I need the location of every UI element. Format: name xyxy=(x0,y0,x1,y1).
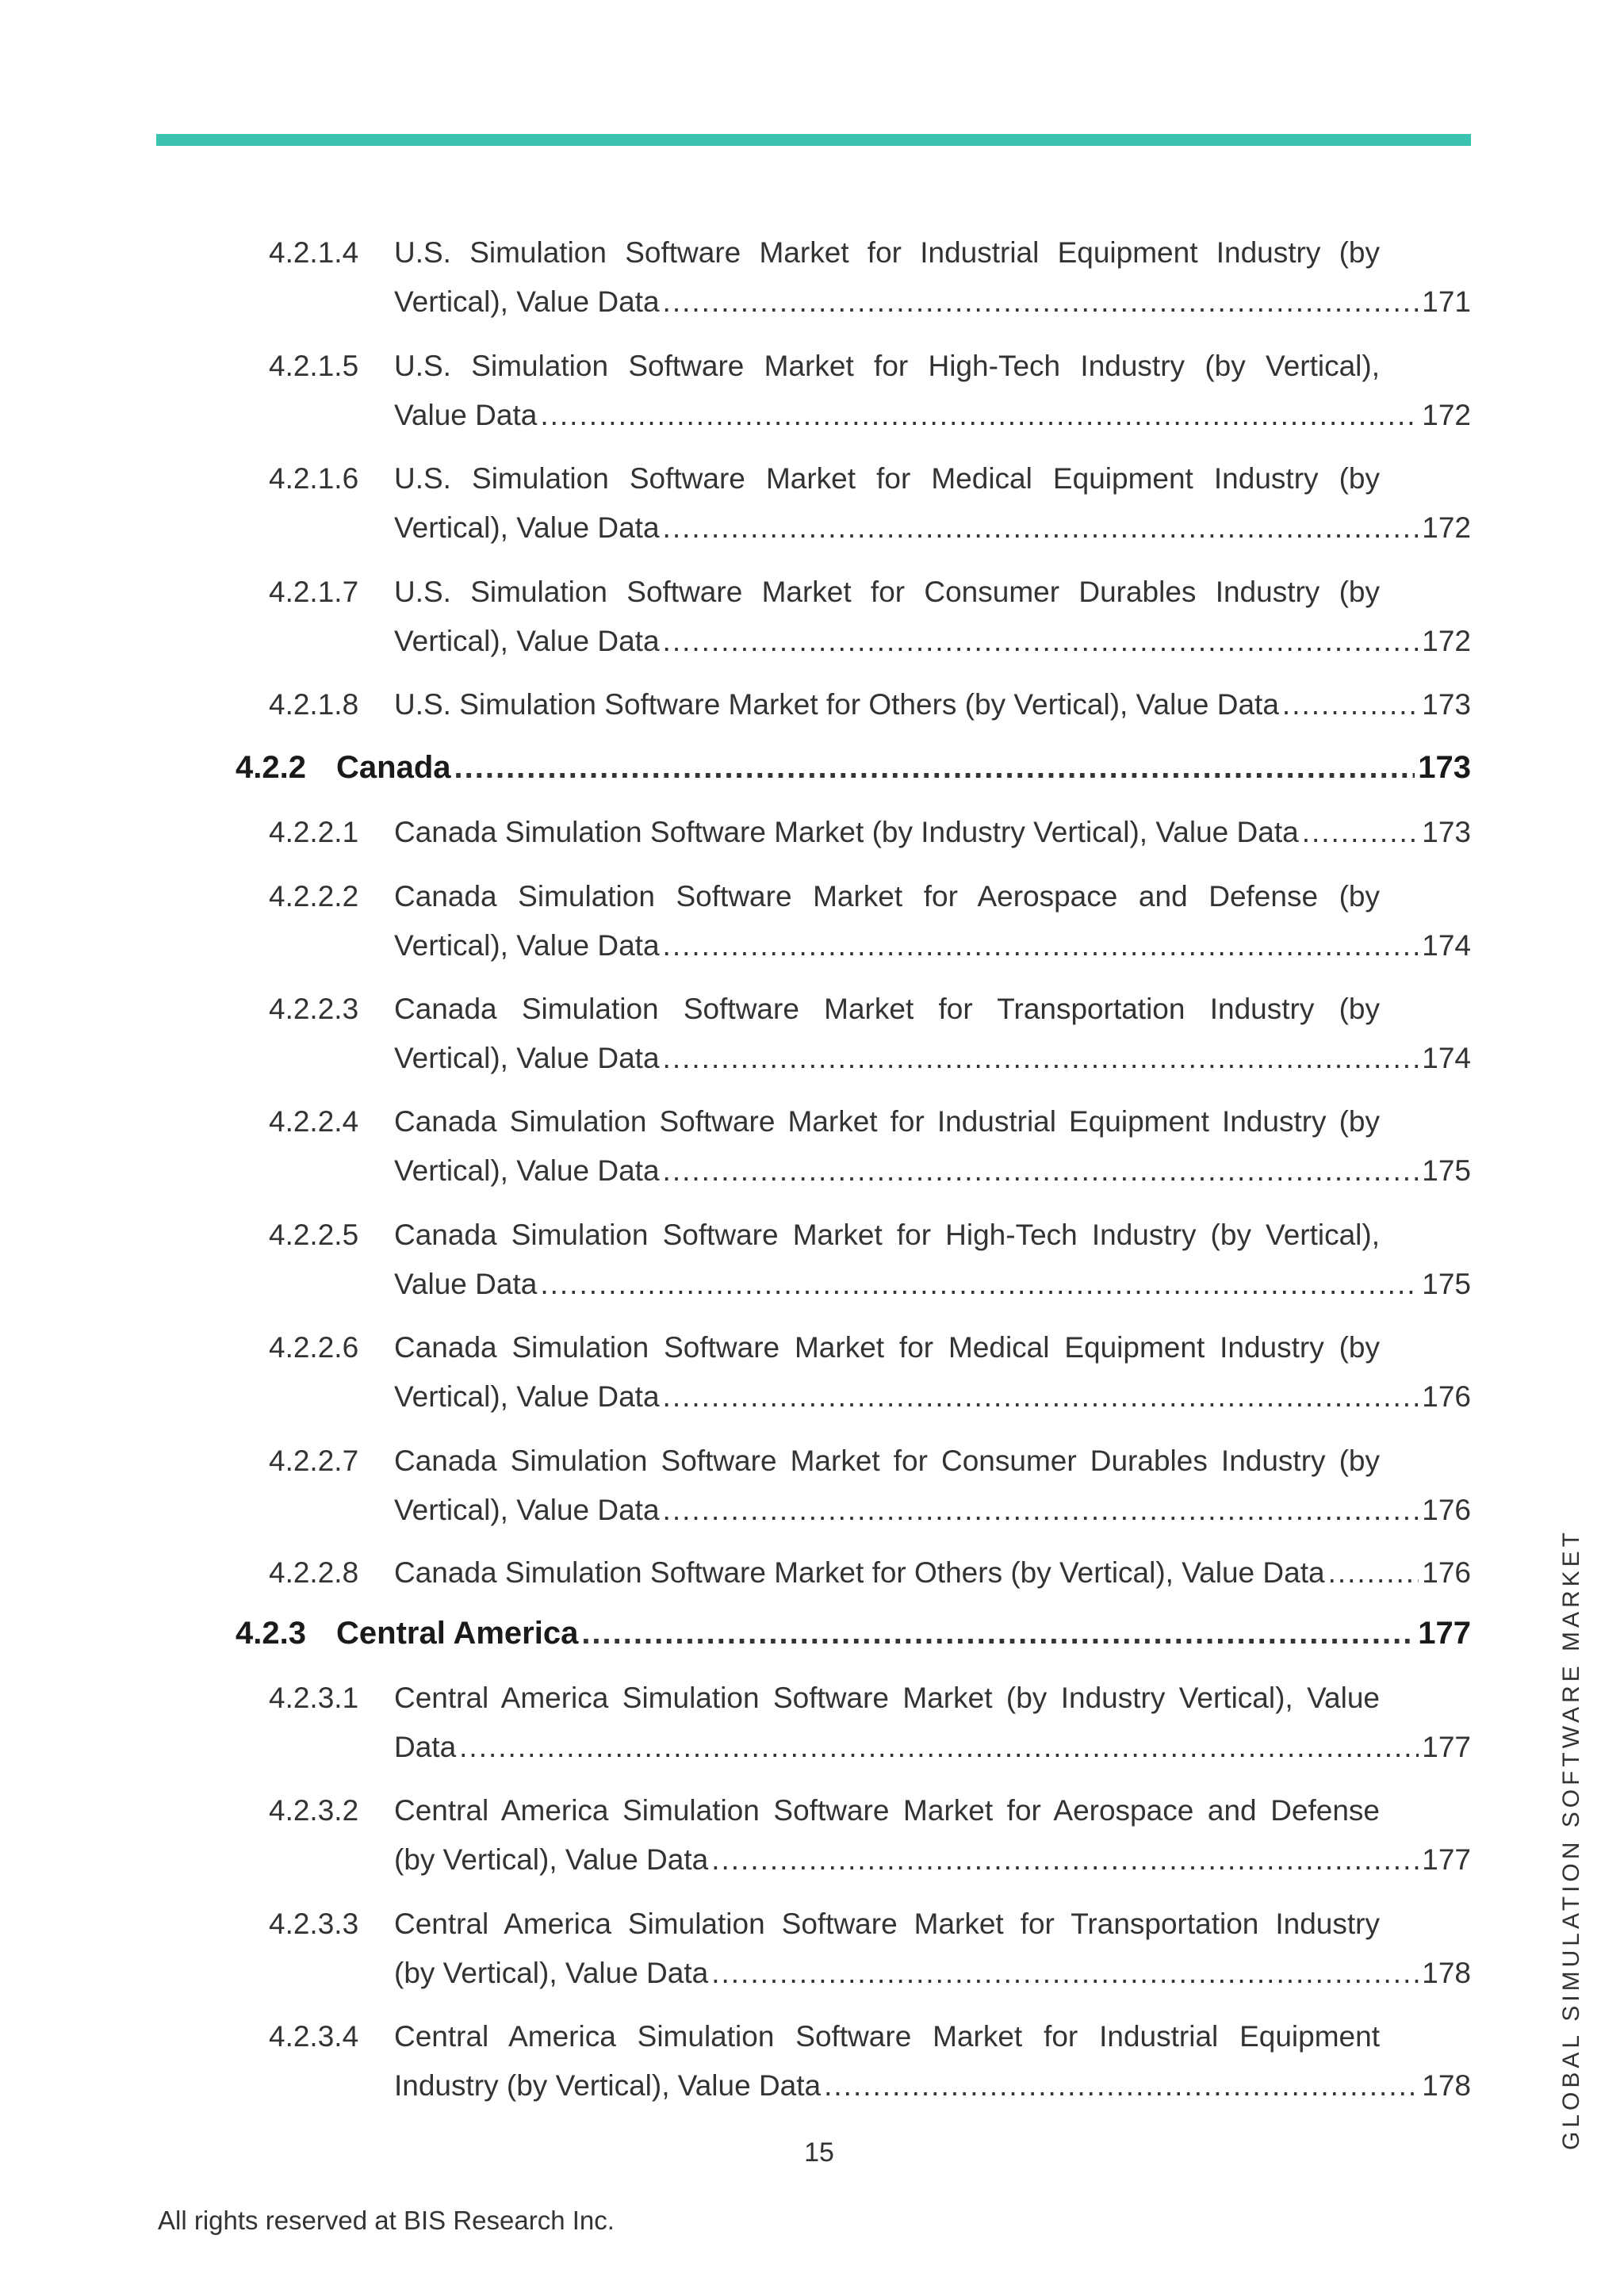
toc-entry[interactable] xyxy=(269,1908,1471,1995)
toc-entry-number: 4.2.2.3 xyxy=(269,993,359,1025)
toc-entry-number: 4.2.1.5 xyxy=(269,350,359,382)
dot-leader xyxy=(824,2069,1419,2103)
toc-entry[interactable] xyxy=(269,1445,1471,1532)
toc-section-number: 4.2.3 xyxy=(236,1616,306,1651)
toc-entry-page: 173 xyxy=(1422,688,1471,721)
toc-entry-page: 171 xyxy=(1422,285,1471,318)
toc-entry[interactable] xyxy=(269,1105,1471,1192)
toc-entry-page: 172 xyxy=(1422,625,1471,657)
toc-entry-title-line1: Central America Simulation Software Market for Industrial Equipment xyxy=(394,2020,1380,2053)
toc-entry-number: 4.2.3.2 xyxy=(269,1794,359,1827)
toc-entry-title-line2: Vertical), Value Data xyxy=(394,1380,660,1413)
toc-entry-title-line2: Vertical), Value Data xyxy=(394,1042,660,1074)
toc-entry-title-line1: Canada Simulation Software Market for Industrial Equipment Industry (by xyxy=(394,1105,1380,1138)
toc-entry-title-line1: Central America Simulation Software Market (by Industry Vertical), Value xyxy=(394,1682,1380,1714)
dot-leader xyxy=(663,1042,1419,1075)
toc-entry-title-line1: Canada Simulation Software Market for Medical Equipment Industry (by xyxy=(394,1331,1380,1364)
dot-leader xyxy=(663,511,1419,545)
dot-leader xyxy=(540,1268,1419,1301)
dot-leader xyxy=(663,1494,1419,1527)
toc-section-title: Canada xyxy=(336,750,451,785)
toc-entry-number: 4.2.2.2 xyxy=(269,880,359,913)
toc-entry-title: U.S. Simulation Software Market for Others (by Vertical), Value Data xyxy=(394,688,1279,721)
toc-entry-title-line2: Vertical), Value Data xyxy=(394,1154,660,1187)
toc-entry-page: 174 xyxy=(1422,1042,1471,1074)
toc-entry-number: 4.2.3.4 xyxy=(269,2020,359,2053)
toc-entry-title-line1: Canada Simulation Software Market for Consumer Durables Industry (by xyxy=(394,1445,1380,1477)
dot-leader xyxy=(663,285,1419,319)
toc-entry-title-line1: U.S. Simulation Software Market for Medical Equipment Industry (by xyxy=(394,462,1380,495)
toc-entry[interactable] xyxy=(269,1219,1471,1306)
toc-entry-page: 176 xyxy=(1422,1556,1471,1589)
toc-entry-title-line1: U.S. Simulation Software Market for Consumer Durables Industry (by xyxy=(394,576,1380,608)
toc-entry-page: 176 xyxy=(1422,1494,1471,1526)
toc-section[interactable] xyxy=(236,750,1471,790)
toc-entry-number: 4.2.2.4 xyxy=(269,1105,359,1138)
toc-entry-page: 175 xyxy=(1422,1268,1471,1300)
dot-leader xyxy=(663,1154,1419,1188)
toc-entry-page: 178 xyxy=(1422,1957,1471,1989)
toc-entry-number: 4.2.2.7 xyxy=(269,1445,359,1477)
toc-entry-title-line2: Value Data xyxy=(394,1268,538,1300)
toc-entry[interactable] xyxy=(269,576,1471,663)
toc-entry-title-line1: Central America Simulation Software Market for Aerospace and Defense xyxy=(394,1794,1380,1827)
toc-entry-page: 178 xyxy=(1422,2069,1471,2102)
page-number: 15 xyxy=(804,2137,834,2168)
dot-leader xyxy=(1328,1556,1419,1590)
toc-entry[interactable] xyxy=(269,1331,1471,1418)
toc-entry-title-line1: Canada Simulation Software Market for High-Tech Industry (by Vertical), xyxy=(394,1219,1380,1251)
toc-entry-title-line2: Value Data xyxy=(394,399,538,431)
toc-entry[interactable] xyxy=(269,350,1471,437)
toc-entry[interactable] xyxy=(269,462,1471,549)
toc-entry-title-line1: Central America Simulation Software Market for Transportation Industry xyxy=(394,1908,1380,1940)
toc-entry-page: 177 xyxy=(1422,1843,1471,1876)
toc-entry-number: 4.2.2.5 xyxy=(269,1219,359,1251)
side-running-title: GLOBAL SIMULATION SOFTWARE MARKET xyxy=(1558,1529,1584,2150)
toc-entry-page: 172 xyxy=(1422,511,1471,544)
toc-entry[interactable] xyxy=(269,236,1471,323)
dot-leader xyxy=(663,1380,1419,1414)
toc-entry-title: Canada Simulation Software Market (by Industry Vertical), Value Data xyxy=(394,816,1299,848)
toc-entry-title-line2: Vertical), Value Data xyxy=(394,285,660,318)
dot-leader xyxy=(1282,688,1419,721)
footer-copyright: All rights reserved at BIS Research Inc. xyxy=(158,2206,615,2235)
toc-section-number: 4.2.2 xyxy=(236,750,306,785)
toc-entry[interactable] xyxy=(269,1682,1471,1769)
toc-entry-title-line1: U.S. Simulation Software Market for High-Tech Industry (by Vertical), xyxy=(394,350,1380,382)
toc-entry-title-line2: Vertical), Value Data xyxy=(394,625,660,657)
toc-entry[interactable] xyxy=(269,688,1471,726)
toc-entry-number: 4.2.1.4 xyxy=(269,236,359,269)
toc-entry-number: 4.2.1.6 xyxy=(269,462,359,495)
dot-leader xyxy=(663,625,1419,658)
toc-entry-number: 4.2.2.8 xyxy=(269,1556,359,1589)
toc-section-title: Central America xyxy=(336,1616,579,1651)
toc-entry-title-line2: Vertical), Value Data xyxy=(394,929,660,962)
toc-entry-number: 4.2.2.6 xyxy=(269,1331,359,1364)
toc-entry-title-line2: Vertical), Value Data xyxy=(394,1494,660,1526)
toc-entry-title-line2: Industry (by Vertical), Value Data xyxy=(394,2069,822,2102)
toc-entry[interactable] xyxy=(269,1556,1471,1594)
dot-leader xyxy=(711,1843,1419,1877)
dot-leader xyxy=(454,750,1415,786)
toc-entry-page: 172 xyxy=(1422,399,1471,431)
dot-leader xyxy=(581,1616,1415,1651)
toc-entry-title-line2: Vertical), Value Data xyxy=(394,511,660,544)
toc-entry-page: 173 xyxy=(1422,816,1471,848)
toc-entry-title: Canada Simulation Software Market for Others (by Vertical), Value Data xyxy=(394,1556,1325,1589)
toc-entry-title-line1: Canada Simulation Software Market for Transportation Industry (by xyxy=(394,993,1380,1025)
toc-entry[interactable] xyxy=(269,880,1471,967)
toc-entry-title-line2: Data xyxy=(394,1731,457,1763)
toc-entry-number: 4.2.1.8 xyxy=(269,688,359,721)
dot-leader xyxy=(711,1957,1419,1990)
toc-entry[interactable] xyxy=(269,2020,1471,2107)
toc-entry-page: 177 xyxy=(1422,1731,1471,1763)
toc-entry-title-line1: U.S. Simulation Software Market for Industrial Equipment Industry (by xyxy=(394,236,1380,269)
toc-entry-number: 4.2.2.1 xyxy=(269,816,359,848)
toc-entry-title-line1: Canada Simulation Software Market for Aerospace and Defense (by xyxy=(394,880,1380,913)
toc-entry-page: 176 xyxy=(1422,1380,1471,1413)
toc-entry-title-line2: (by Vertical), Value Data xyxy=(394,1843,709,1876)
toc-section-page: 173 xyxy=(1418,750,1471,785)
toc-section[interactable] xyxy=(236,1616,1471,1655)
toc-entry-number: 4.2.1.7 xyxy=(269,576,359,608)
toc-entry-page: 175 xyxy=(1422,1154,1471,1187)
toc-section-page: 177 xyxy=(1418,1616,1471,1651)
dot-leader xyxy=(663,929,1419,962)
toc-entry-title-line2: (by Vertical), Value Data xyxy=(394,1957,709,1989)
toc-entry[interactable] xyxy=(269,816,1471,854)
dot-leader xyxy=(459,1731,1419,1764)
toc-entry-number: 4.2.3.1 xyxy=(269,1682,359,1714)
dot-leader xyxy=(540,399,1419,432)
dot-leader xyxy=(1302,816,1419,849)
toc-entry[interactable] xyxy=(269,993,1471,1080)
toc-entry-number: 4.2.3.3 xyxy=(269,1908,359,1940)
toc-entry[interactable] xyxy=(269,1794,1471,1881)
toc-entry-page: 174 xyxy=(1422,929,1471,962)
